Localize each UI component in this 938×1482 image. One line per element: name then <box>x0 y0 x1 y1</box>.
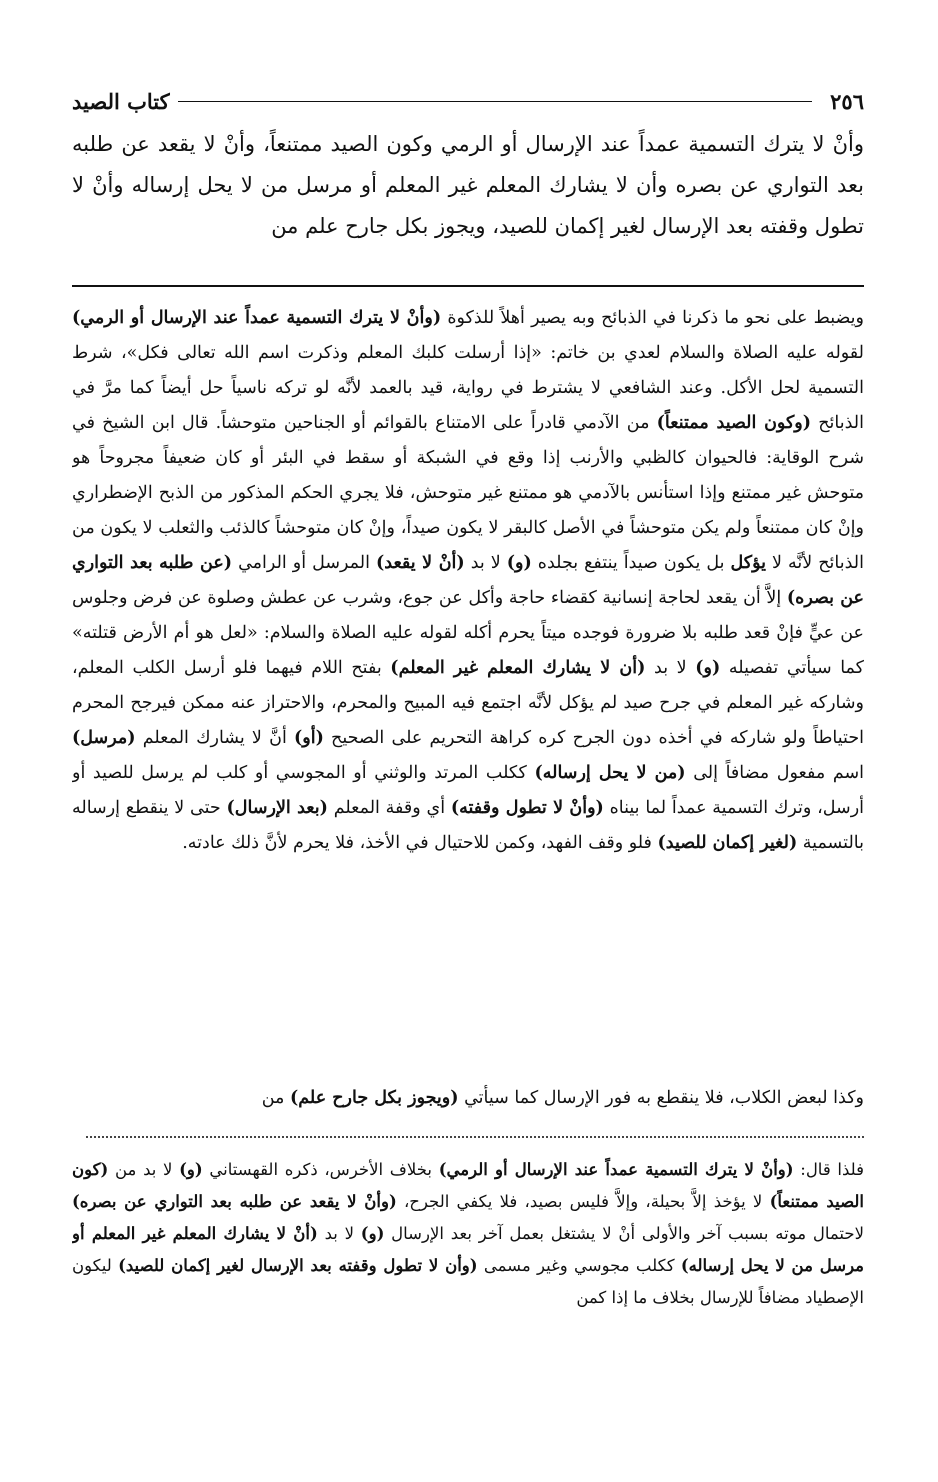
footnote-separator <box>86 1136 864 1138</box>
main-text: وأنْ لا يترك التسمية عمداً عند الإرسال أو الرمي وكون الصيد ممتنعاً، وأنْ لا يقعد عن طلبه بعد التواري عن بصره وأن لا يشارك المعلم غير المعلم أو مرسل من لا يحل إرساله وأنْ لا تطول وقفته بعد الإرسال لغير إكمان للصيد، ويجوز بكل جارح علم من <box>72 132 864 238</box>
main-text-separator <box>72 285 864 287</box>
book-title: كتاب الصيد <box>72 88 170 114</box>
page-number: ٢٥٦ <box>830 88 864 114</box>
footnote-text: فلذا قال: (وأنْ لا يترك التسمية عمداً عند الإرسال أو الرمي) بخلاف الأخرس، ذكره القهستاني (و) لا بد من (كون الصيد ممتنعاً) لا يؤخذ إلاَّ بحيلة، وإلاَّ فليس بصيد، فلا يكفي الجرح، (وأنْ لا يقعد عن طلبه بعد التواري عن بصره) لاحتمال موته بسبب آخر والأولى أنْ لا يشتغل بعمل آخر بعد الإرسال (و) لا بد (أنْ لا يشارك المعلم غير المعلم أو مرسل من لا يحل إرساله) ككلب مجوسي وغير مسمى (وأن لا تطول وقفته بعد الإرسال لغير إكمان للصيد) ليكون الإصطياد مضافاً للإرسال بخلاف ما إذا كمن <box>72 1160 864 1307</box>
header-rule <box>178 101 813 102</box>
page-header <box>72 86 864 116</box>
commentary-text: ويضبط على نحو ما ذكرنا في الذبائح وبه يصير أهلاً للذكوة (وأنْ لا يترك التسمية عمداً عند الإرسال أو الرمي) لقوله عليه الصلاة والسلام لعدي بن خاتم: «إذا أرسلت كلبك المعلم وذكرت اسم الله تعالى فكل»، شرط التسمية لحل الأكل. وعند الشافعي لا يشترط في رواية، قيد بالعمد لأنَّه لو تركه ناسياً حل أيضاً كما مرَّ في الذبائح (وكون الصيد ممتنعاً) من الآدمي قادراً على الامتناع بالقوائم أو الجناحين متوحشاً. قال ابن الشيخ في شرح الوقاية: فالحيوان كالظبي والأرنب إذا وقع في الشبكة أو سقط في البئر أو كان ضعيفاً مجروحاً هو متوحش غير ممتنع وإذا استأنس بالآدمي هو ممتنع غير متوحش، فلا يجري الحكم المذكور من الذبح الإضطراري وإنْ كان ممتنعاً ولم يكن متوحشاً في الأصل كالبقر لا يكون صيداً، وإنْ كان متوحشاً كالذئب والثعلب لا يكون من الذبائح لأنَّه لا يؤكل بل يكون صيداً ينتفع بجلده (و) لا بد (أنْ لا يقعد) المرسل أو الرامي (عن طلبه بعد التواري عن بصره) إلاَّ أن يقعد لحاجة إنسانية كقضاء حاجة وأكل عن جوع، وشرب عن عطش وصلوة عن فرض وجلوس عن عيٍّ فإنْ قعد طلبه بلا ضرورة فوجده ميتاً يحرم أكله لقوله عليه الصلاة والسلام: «لعل هو أم الأرض قتلته» كما سيأتي تفصيله (و) لا بد (أن لا يشارك المعلم غير المعلم) بفتح اللام فيهما فلو أرسل الكلب المعلم، وشاركه غير المعلم في جرح صيد لم يؤكل لأنَّه اجتمع فيه المبيح والمحرم، والاحتراز عنه ممكن فيرجح المحرم احتياطاً ولو شاركه في أخذه دون الجرح كره كراهة التحريم على الصحيح (أو) أنَّ لا يشارك المعلم (مرسل) اسم مفعول مضافاً إلى (من لا يحل إرساله) ككلب المرتد والوثني أو المجوسي أو كلب لم يرسل للصيد أو أرسل، وترك التسمية عمداً لما بيناه (وأنْ لا تطول وقفته) أي وقفة المعلم (بعد الإرسال) حتى لا ينقطع إرساله بالتسمية (لغير إكمان للصيد) فلو وقف الفهد، وكمن للاحتيال في الأخذ، فلا يحرم لأنَّ ذلك عادته. <box>72 308 864 853</box>
book-page <box>72 86 864 1319</box>
commentary-continuation: وكذا لبعض الكلاب، فلا ينقطع به فور الإرسال كما سيأتي (ويجوز بكل جارح علم) من <box>261 1088 864 1108</box>
